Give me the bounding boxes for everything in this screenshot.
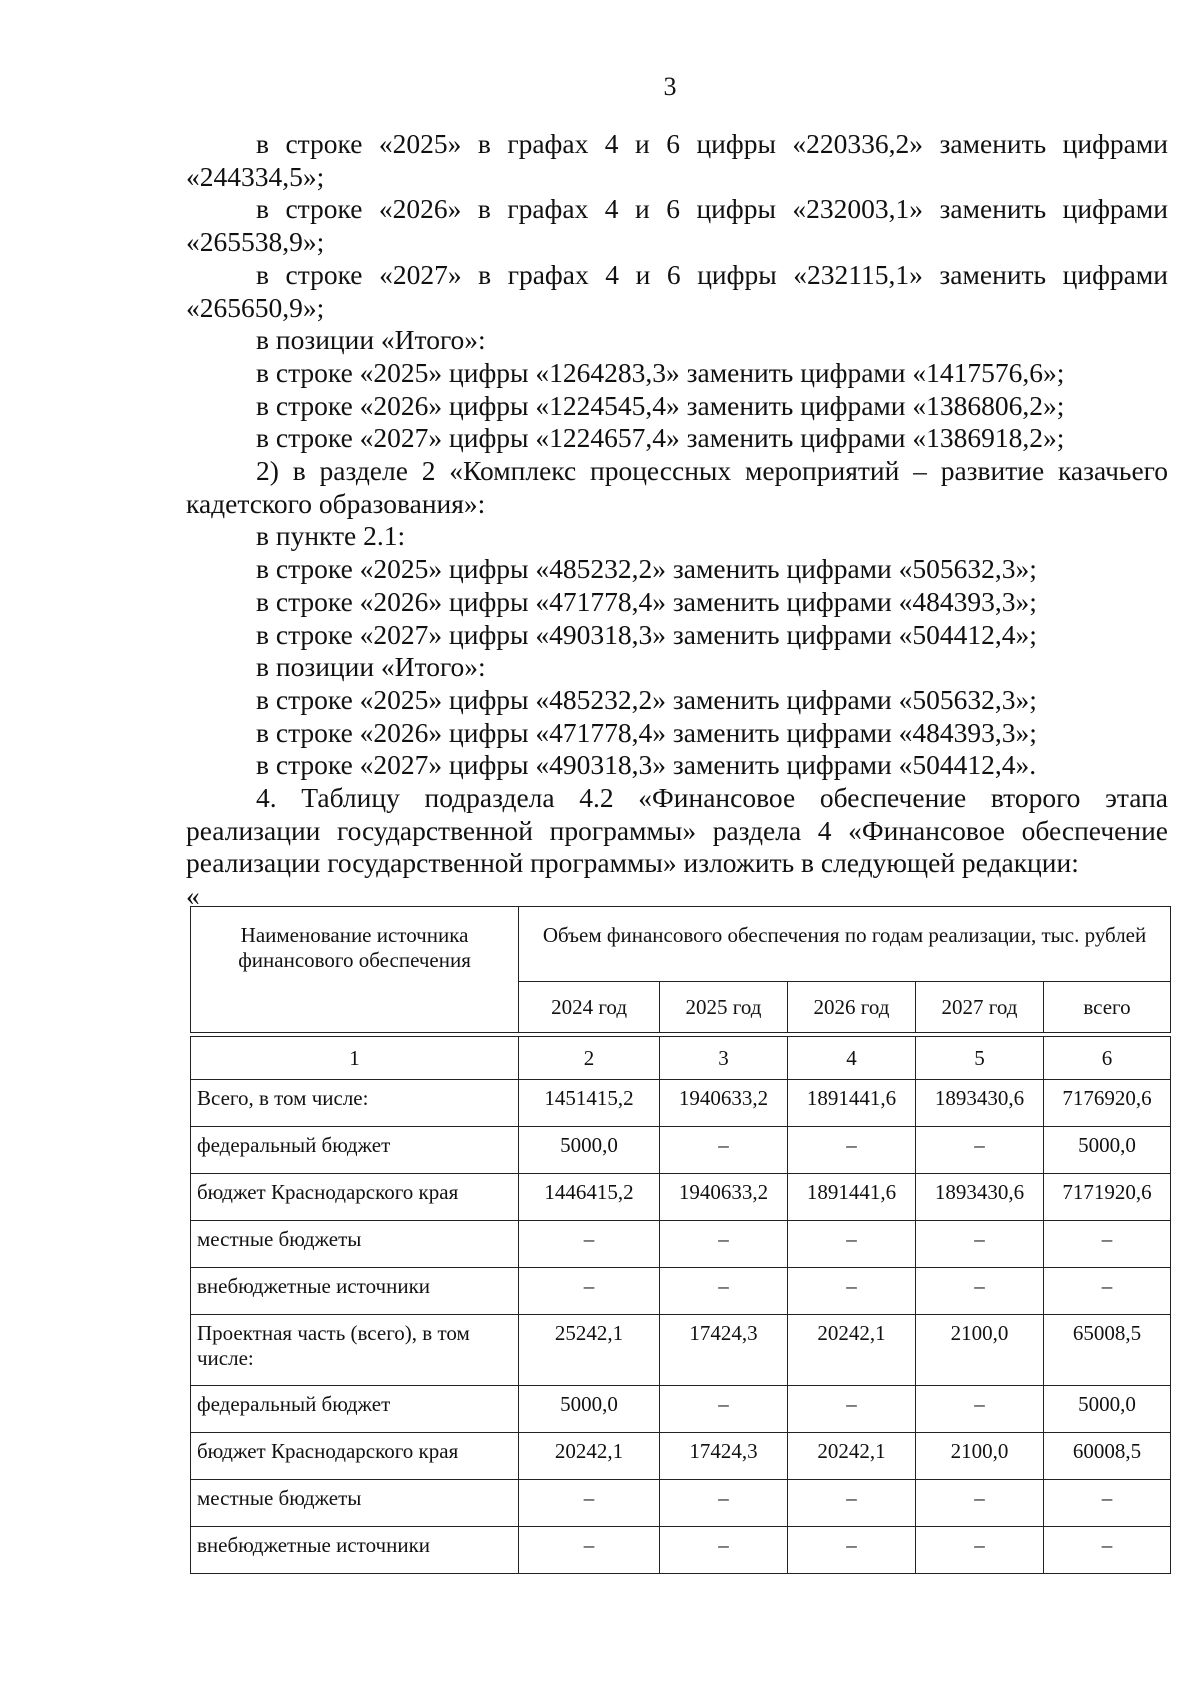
text-line: в строке «2026» цифры «1224545,4» заменить цифрами «1386806,2»; [256,389,1065,421]
table-row [191,1174,1171,1221]
table-row [191,1433,1171,1480]
page-number: 3 [663,72,677,101]
paragraph-line: в строке «2025» в графах 4 и 6 цифры «220336,2» заменить цифрами [256,128,1168,159]
cell-value: 25242,1 [519,1315,660,1386]
table-row [191,1221,1171,1268]
header-volume: Объем финансового обеспечения по годам реализации, тыс. рублей [519,907,1171,982]
text-line: в позиции «Итого»: [256,324,486,356]
cell-value: – [916,1386,1044,1433]
cell-value: – [660,1268,788,1315]
column-number: 5 [916,1037,1044,1080]
cell-value: 1891441,6 [788,1080,916,1127]
text-line: в строке «2025» цифры «1264283,3» заменить цифрами «1417576,6»; [256,356,1065,388]
row-label: бюджет Краснодарского края [191,1433,519,1480]
cell-value: 17424,3 [660,1315,788,1386]
paragraph-continuation: кадетского образования»: [186,487,486,519]
cell-value: – [916,1127,1044,1174]
row-label: Проектная часть (всего), в том числе: [191,1315,519,1386]
cell-value: – [519,1221,660,1268]
table-row [191,1315,1171,1386]
paragraph-line: реализации государственной программы» раздела 4 «Финансовое обеспечение [186,814,1168,846]
cell-value: 1893430,6 [916,1080,1044,1127]
row-label: внебюджетные источники [191,1527,519,1574]
cell-value: 60008,5 [1044,1433,1171,1480]
header-year-total: всего [1044,982,1171,1033]
cell-value: – [660,1386,788,1433]
text-line: в строке «2027» цифры «490318,3» заменить цифрами «504412,4». [256,749,1037,781]
cell-value: 5000,0 [519,1386,660,1433]
header-year: 2024 год [519,982,660,1033]
table-row [191,1386,1171,1433]
column-number: 1 [191,1037,519,1080]
column-number: 4 [788,1037,916,1080]
paragraph-line: 4. Таблицу подраздела 4.2 «Финансовое обеспечение второго этапа [256,782,1168,814]
cell-value: – [788,1127,916,1174]
cell-value: 1451415,2 [519,1080,660,1127]
cell-value: 1446415,2 [519,1174,660,1221]
row-label: бюджет Краснодарского края [191,1174,519,1221]
paragraph-continuation: «265538,9»; [186,226,325,258]
cell-value: – [916,1480,1044,1527]
cell-value: 20242,1 [788,1315,916,1386]
cell-value: – [788,1386,916,1433]
cell-value: 1893430,6 [916,1174,1044,1221]
cell-value: 1940633,2 [660,1174,788,1221]
header-year: 2025 год [660,982,788,1033]
cell-value: – [519,1527,660,1574]
cell-value: 20242,1 [519,1433,660,1480]
cell-value: 5000,0 [1044,1386,1171,1433]
table-row [191,1527,1171,1574]
row-label: местные бюджеты [191,1221,519,1268]
cell-value: – [916,1268,1044,1315]
paragraph-continuation: «244334,5»; [186,160,325,192]
cell-value: 1940633,2 [660,1080,788,1127]
table-row [191,1480,1171,1527]
cell-value: – [519,1480,660,1527]
row-label: федеральный бюджет [191,1386,519,1433]
table-row [191,1127,1171,1174]
text-line: в пункте 2.1: [256,520,406,552]
text-line: в строке «2027» цифры «1224657,4» заменить цифрами «1386918,2»; [256,422,1065,454]
cell-value: 5000,0 [1044,1127,1171,1174]
header-year: 2027 год [916,982,1044,1033]
column-number: 3 [660,1037,788,1080]
text-line: в позиции «Итого»: [256,651,486,683]
header-year: 2026 год [788,982,916,1033]
opening-quote: « [186,880,200,912]
table-row [191,1080,1171,1127]
text-line: в строке «2025» цифры «485232,2» заменить цифрами «505632,3»; [256,683,1037,715]
cell-value: – [1044,1480,1171,1527]
cell-value: – [660,1127,788,1174]
cell-value: – [916,1221,1044,1268]
column-number: 2 [519,1037,660,1080]
column-number: 6 [1044,1037,1171,1080]
text-line: в строке «2026» цифры «471778,4» заменить цифрами «484393,3»; [256,585,1037,617]
row-label: федеральный бюджет [191,1127,519,1174]
cell-value: 20242,1 [788,1433,916,1480]
cell-value: 17424,3 [660,1433,788,1480]
financing-table [190,906,1171,1574]
cell-value: – [660,1221,788,1268]
paragraph-line: в строке «2026» в графах 4 и 6 цифры «232003,1» заменить цифрами [256,193,1168,225]
text-line: в строке «2027» цифры «490318,3» заменить цифрами «504412,4»; [256,618,1037,650]
cell-value: – [788,1480,916,1527]
paragraph-line: в строке «2027» в графах 4 и 6 цифры «232115,1» заменить цифрами [256,258,1168,290]
cell-value: – [660,1480,788,1527]
cell-value: 65008,5 [1044,1315,1171,1386]
text-line: в строке «2025» цифры «485232,2» заменить цифрами «505632,3»; [256,553,1037,585]
cell-value: – [788,1268,916,1315]
row-label: Всего, в том числе: [191,1080,519,1127]
cell-value: – [916,1527,1044,1574]
column-numbers-row [191,1037,1171,1080]
cell-value: – [788,1527,916,1574]
cell-value: 7171920,6 [1044,1174,1171,1221]
cell-value: 2100,0 [916,1433,1044,1480]
cell-value: 1891441,6 [788,1174,916,1221]
cell-value: – [660,1527,788,1574]
header-source: Наименование источника финансового обеспечения [191,907,519,1033]
row-label: внебюджетные источники [191,1268,519,1315]
cell-value: – [1044,1268,1171,1315]
document-body [186,128,1168,913]
paragraph-line: 2) в разделе 2 «Комплекс процессных мероприятий – развитие казачьего [256,455,1168,487]
paragraph-continuation: реализации государственной программы» изложить в следующей редакции: [186,847,1079,879]
cell-value: – [1044,1527,1171,1574]
row-label: местные бюджеты [191,1480,519,1527]
table-row [191,1268,1171,1315]
cell-value: 2100,0 [916,1315,1044,1386]
cell-value: 7176920,6 [1044,1080,1171,1127]
text-line: в строке «2026» цифры «471778,4» заменить цифрами «484393,3»; [256,716,1037,748]
cell-value: 5000,0 [519,1127,660,1174]
cell-value: – [1044,1221,1171,1268]
paragraph-continuation: «265650,9»; [186,291,325,323]
cell-value: – [519,1268,660,1315]
cell-value: – [788,1221,916,1268]
